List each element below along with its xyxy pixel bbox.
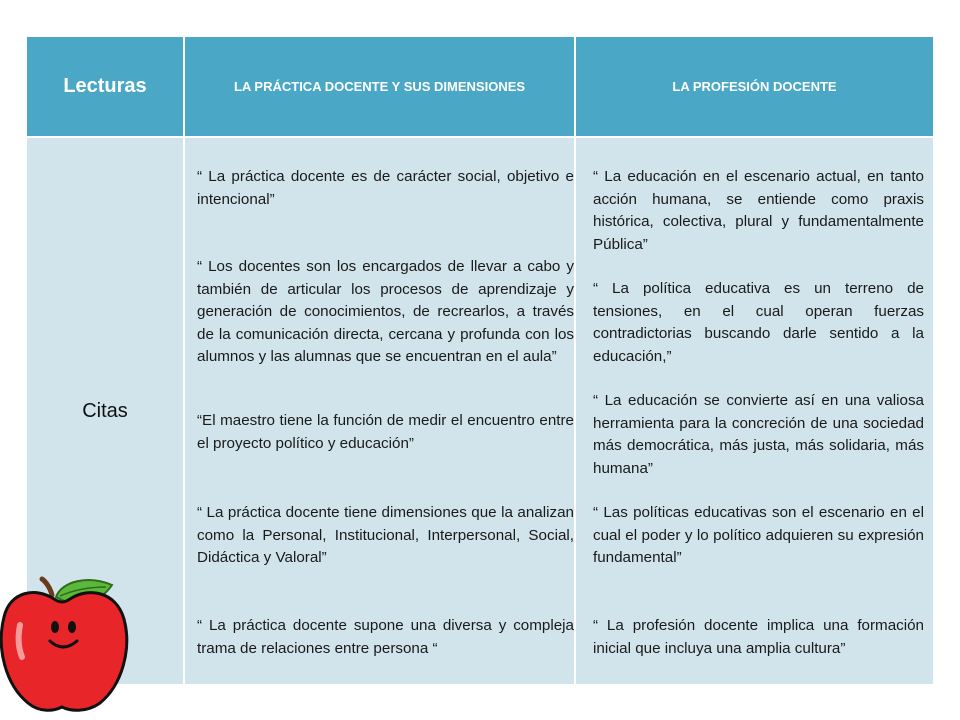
quote-practica-2: “ Los docentes son los encargados de llevar a cabo y también de articular los procesos de aprendizaje y generación de conocimientos, de recrearlos, a través de la comunicación directa, cercana y profunda con los alumnos y las alumnas que se encuentran en el aula” (197, 258, 574, 365)
header-profesion-docente: LA PROFESIÓN DOCENTE (576, 37, 933, 136)
quote-practica-1: “ La práctica docente es de carácter social, objetivo e intencional” (197, 168, 574, 208)
header-lecturas: Lecturas (27, 37, 183, 136)
profesion-quotes-cell (576, 138, 933, 684)
quote-profesion-1: “ La educación en el escenario actual, en tanto acción humana, se entiende como praxis histórica, colectiva, plural y fundamentalmente Pública” (593, 168, 924, 253)
quote-profesion-4: “ Las políticas educativas son el escenario en el cual el poder y lo político adquieren su expresión fundamental” (593, 504, 924, 566)
quote-practica-5: “ La práctica docente supone una diversa y compleja trama de relaciones entre persona “ (197, 617, 574, 657)
practica-quotes-cell (185, 138, 574, 684)
quote-profesion-3: “ La educación se convierte así en una valiosa herramienta para la concreción de una sociedad más democrática, más justa, más solidaria, más humana” (593, 392, 924, 477)
row-label-citas: Citas (82, 399, 128, 422)
quote-practica-3: “El maestro tiene la función de medir el encuentro entre el proyecto político y educación” (197, 412, 574, 452)
apple-icon (0, 575, 135, 720)
quote-profesion-5: “ La profesión docente implica una formación inicial que incluya una amplia cultura” (593, 617, 924, 657)
header-practica-docente: LA PRÁCTICA DOCENTE Y SUS DIMENSIONES (185, 37, 574, 136)
quote-profesion-2: “ La política educativa es un terreno de tensiones, en el cual operan fuerzas contradictorias buscando darle sentido a la educación,” (593, 280, 924, 365)
quote-practica-4: “ La práctica docente tiene dimensiones que la analizan como la Personal, Institucional, Interpersonal, Social, Didáctica y Valoral” (197, 504, 574, 566)
